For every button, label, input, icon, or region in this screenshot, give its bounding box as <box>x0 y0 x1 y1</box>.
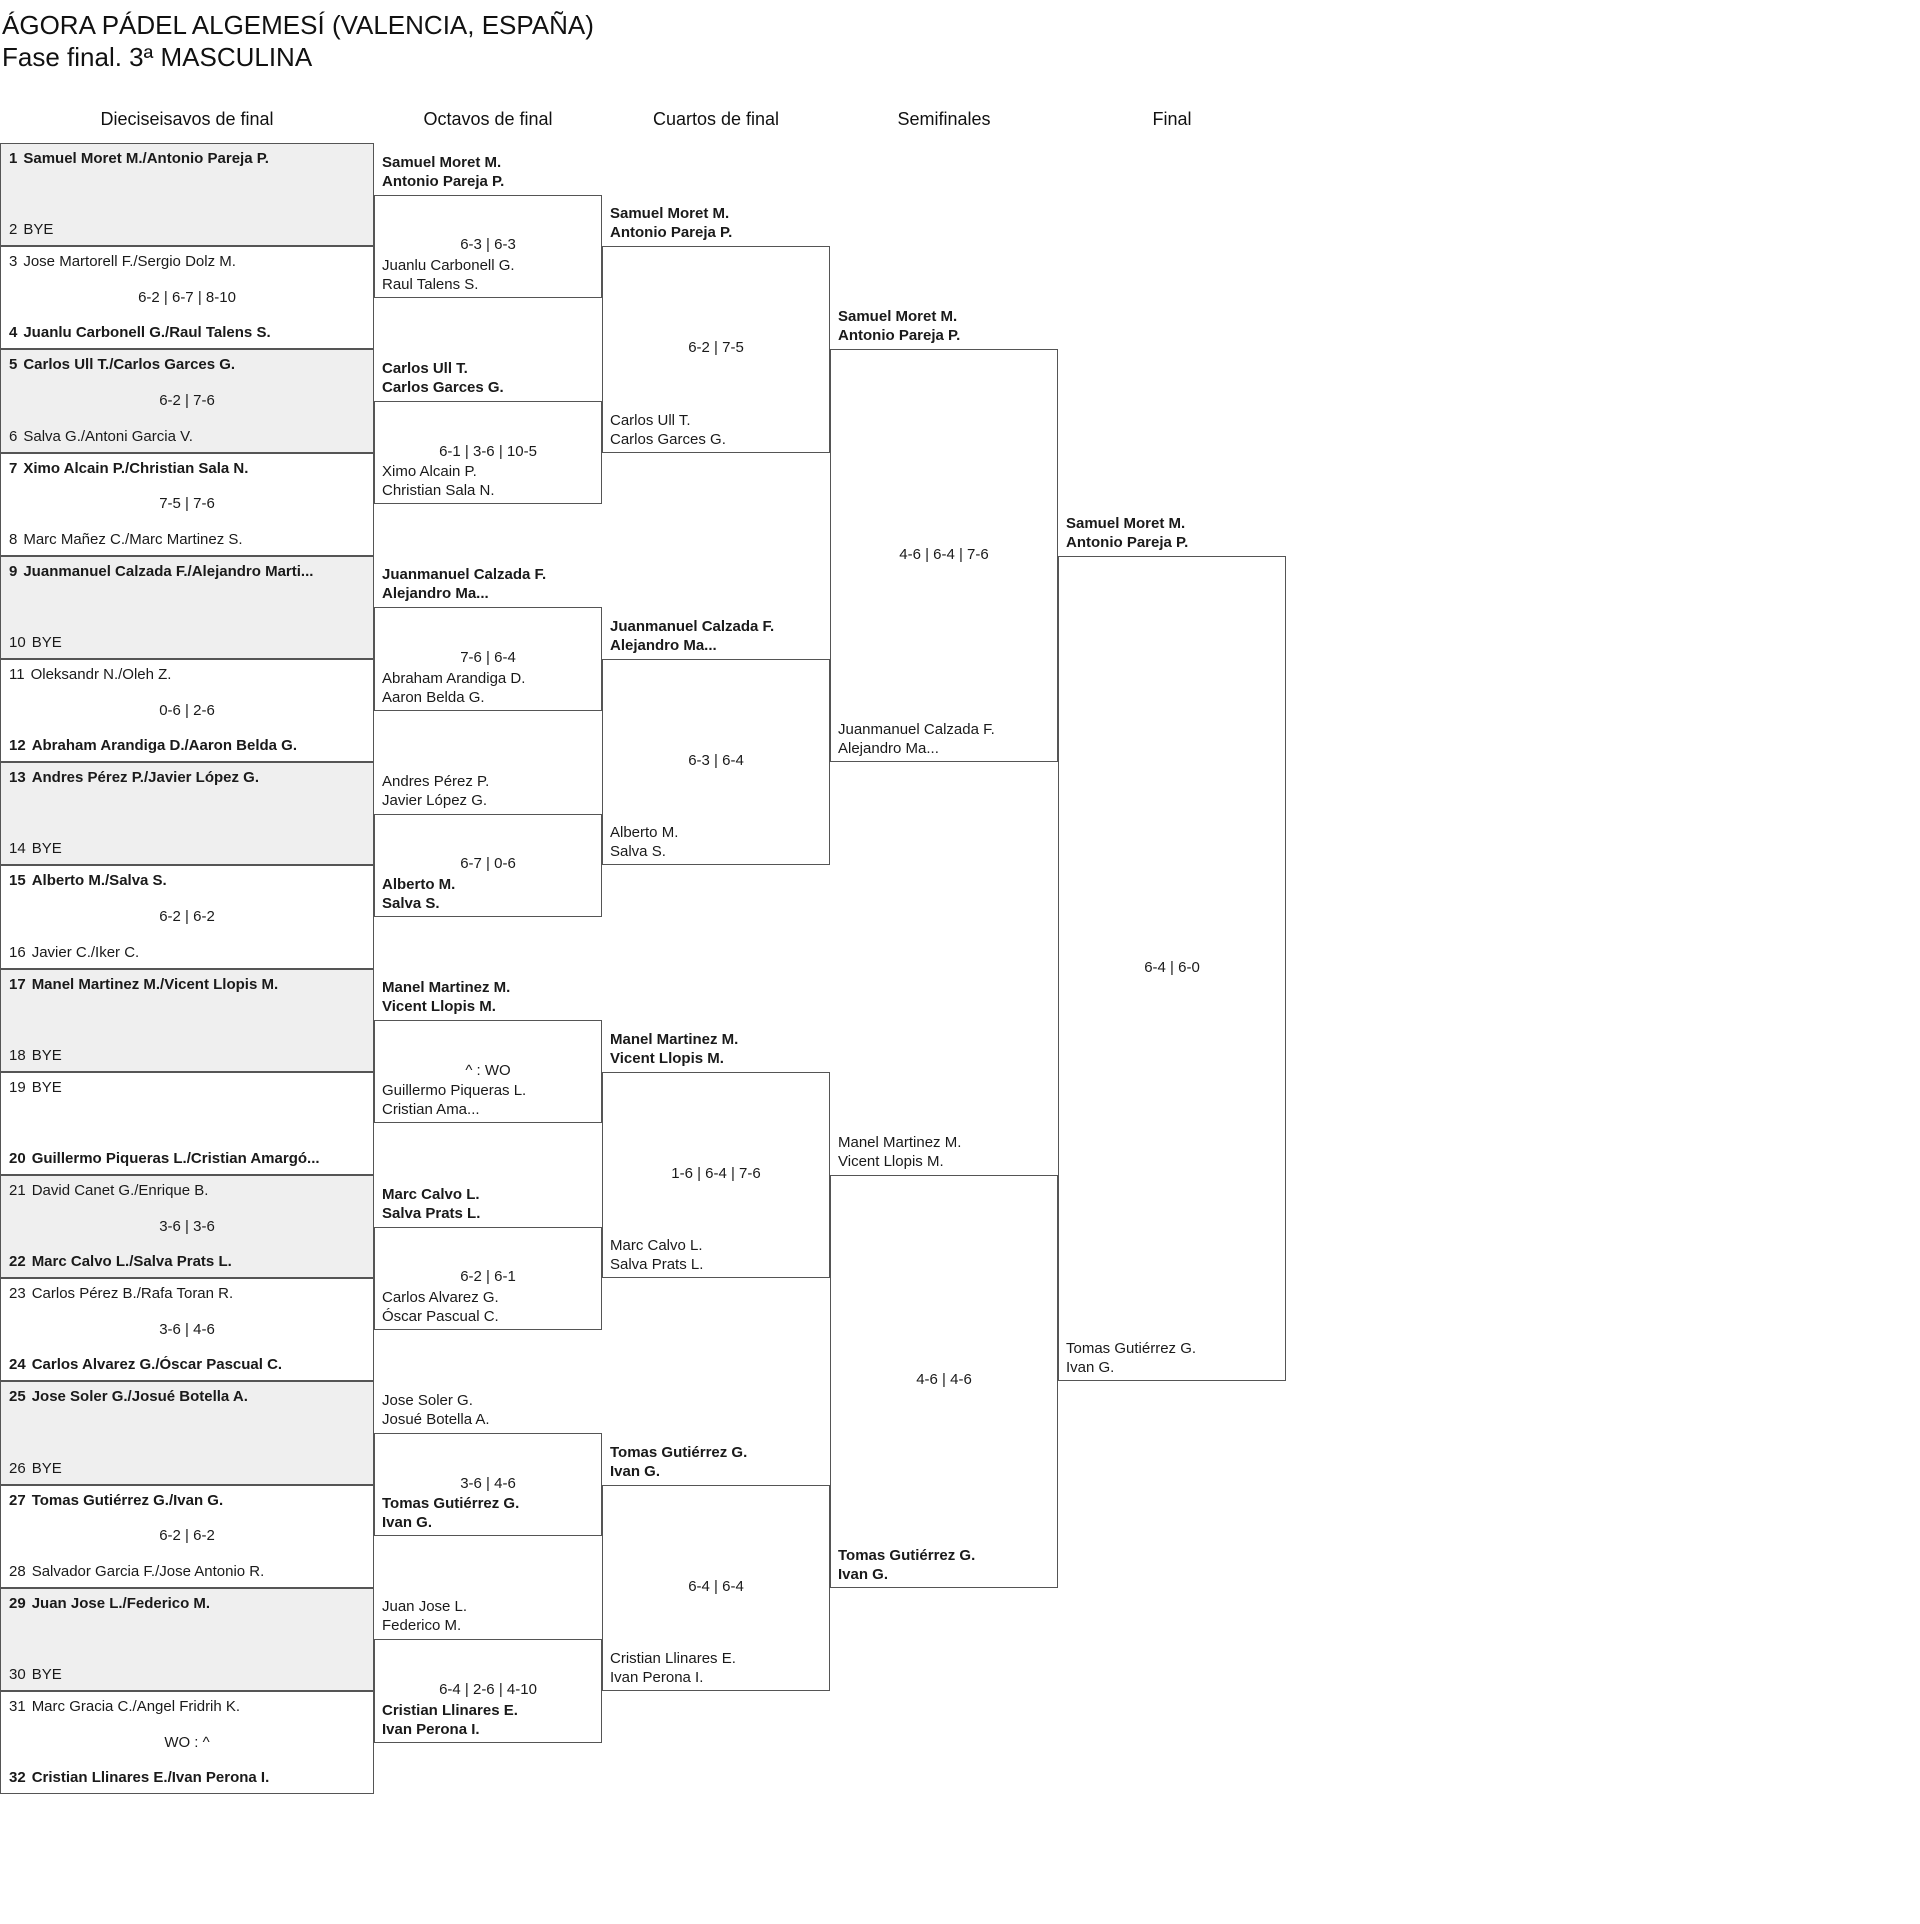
player-name: Cristian Llinares E. <box>382 1701 518 1719</box>
match-score: 6-4 | 6-0 <box>1144 958 1200 976</box>
entry-b <box>9 840 369 857</box>
seed-number: 5 <box>9 356 18 374</box>
entry-a <box>9 253 369 270</box>
player-name: Carlos Alvarez G. <box>382 1288 499 1306</box>
team-name: Ximo Alcain P./Christian Sala N. <box>23 459 249 477</box>
player-name: Alejandro Ma... <box>610 637 717 654</box>
entry-b <box>9 1666 369 1683</box>
entry-b <box>9 1769 369 1786</box>
team-name: Juanmanuel Calzada F./Alejandro Marti... <box>23 562 314 580</box>
round-header-r3: Cuartos de final <box>652 109 780 129</box>
match-score: 3-6 | 4-6 <box>460 1474 516 1492</box>
seed-number: 19 <box>9 1078 26 1096</box>
team-name: Marc Calvo L./Salva Prats L. <box>31 1253 232 1271</box>
match-score: 7-6 | 6-4 <box>460 649 516 666</box>
entry-a <box>9 460 369 477</box>
match-box <box>0 1691 374 1794</box>
seed-number: 24 <box>9 1356 26 1374</box>
player-name: Javier López G. <box>382 791 488 809</box>
match-score: 6-2 | 6-2 <box>159 907 215 925</box>
team-name: Samuel Moret M./Antonio Pareja P. <box>23 150 269 167</box>
player-name: Antonio Pareja P. <box>838 327 961 345</box>
match-score: 7-5 | 7-6 <box>159 495 215 513</box>
player-name: Ivan Perona I. <box>610 1669 704 1686</box>
player-name: Alejandro Ma... <box>382 585 489 603</box>
player-name: Tomas Gutiérrez G. <box>838 1546 976 1564</box>
match-score: 6-2 | 6-7 | 8-10 <box>138 288 236 306</box>
seed-number: 18 <box>9 1046 26 1064</box>
entry-b <box>9 1047 369 1064</box>
match-score: 4-6 | 6-4 | 7-6 <box>899 545 989 563</box>
entry-b <box>9 944 369 961</box>
round-header-r1: Dieciseisavos de final <box>100 109 274 129</box>
team-entry-b <box>838 720 995 758</box>
seed-number: 11 <box>9 666 25 683</box>
entry-b <box>9 324 369 341</box>
player-name: Alberto M. <box>382 876 456 893</box>
match-box <box>0 865 374 968</box>
team-name: BYE <box>31 1459 62 1477</box>
entry-a <box>9 1285 369 1302</box>
team-name: Tomas Gutiérrez G./Ivan G. <box>31 1491 224 1509</box>
player-name: Vicent Llopis M. <box>838 1153 944 1170</box>
player-name: Carlos Ull T. <box>610 411 691 429</box>
match-score: 4-6 | 4-6 <box>916 1371 972 1389</box>
seed-number: 27 <box>9 1491 26 1509</box>
team-name: Marc Gracia C./Angel Fridrih K. <box>31 1698 241 1715</box>
entry-b <box>9 1460 369 1477</box>
match-box <box>0 1588 374 1691</box>
entry-b <box>9 1563 369 1580</box>
match-score: 6-2 | 7-6 <box>159 391 215 409</box>
player-name: Marc Calvo L. <box>382 1185 480 1203</box>
player-name: Samuel Moret M. <box>838 308 958 326</box>
team-name: Carlos Pérez B./Rafa Toran R. <box>31 1285 234 1303</box>
player-name: Juan Jose L. <box>382 1598 468 1616</box>
seed-number: 13 <box>9 769 26 787</box>
seed-number: 16 <box>9 943 26 961</box>
round-header-r4: Semifinales <box>897 109 991 129</box>
seed-number: 23 <box>9 1285 26 1303</box>
entry-a <box>9 1698 369 1715</box>
team-name: BYE <box>31 1665 62 1683</box>
seed-number: 6 <box>9 427 18 445</box>
round-header-r2: Octavos de final <box>423 109 553 129</box>
seed-number: 31 <box>9 1698 26 1715</box>
player-name: Ximo Alcain P. <box>382 463 477 481</box>
team-name: BYE <box>31 1078 62 1096</box>
entry-a <box>9 976 369 993</box>
team-entry-a <box>382 359 504 397</box>
seed-number: 10 <box>9 633 26 651</box>
player-name: Guillermo Piqueras L. <box>382 1082 527 1100</box>
entry-a <box>9 563 369 580</box>
player-name: Ivan G. <box>610 1462 661 1480</box>
team-name: Carlos Alvarez G./Óscar Pascual C. <box>31 1356 283 1374</box>
player-name: Ivan G. <box>1066 1359 1115 1377</box>
player-name: Salva S. <box>382 895 440 912</box>
team-entry-a <box>382 1391 490 1429</box>
player-name: Juanmanuel Calzada F. <box>610 618 775 635</box>
page-title: ÁGORA PÁDEL ALGEMESÍ (VALENCIA, ESPAÑA) <box>2 10 594 40</box>
team-name: David Canet G./Enrique B. <box>31 1182 209 1199</box>
entry-a <box>9 1388 369 1405</box>
player-name: Abraham Arandiga D. <box>382 669 526 687</box>
team-entry-a <box>610 1443 747 1481</box>
seed-number: 8 <box>9 530 18 548</box>
player-name: Ivan G. <box>838 1565 889 1583</box>
seed-number: 29 <box>9 1594 26 1612</box>
player-name: Antonio Pareja P. <box>382 172 505 190</box>
player-name: Manel Martinez M. <box>610 1030 739 1048</box>
player-name: Ivan G. <box>382 1514 433 1532</box>
player-name: Tomas Gutiérrez G. <box>382 1495 520 1513</box>
player-name: Andres Pérez P. <box>382 772 490 790</box>
team-name: Guillermo Piqueras L./Cristian Amargó... <box>31 1149 320 1167</box>
team-entry-b <box>382 256 515 294</box>
player-name: Vicent Llopis M. <box>382 998 496 1016</box>
player-name: Antonio Pareja P. <box>610 224 733 242</box>
seed-number: 7 <box>9 459 18 477</box>
match-box <box>0 349 374 452</box>
page-subtitle: Fase final. 3ª MASCULINA <box>2 42 313 72</box>
team-name: Alberto M./Salva S. <box>31 872 167 890</box>
player-name: Manel Martinez M. <box>838 1134 962 1151</box>
match-score: 3-6 | 3-6 <box>159 1217 215 1235</box>
player-name: Juanmanuel Calzada F. <box>838 721 995 739</box>
match-box <box>0 1278 374 1381</box>
player-name: Christian Sala N. <box>382 482 495 500</box>
entry-a <box>9 769 369 786</box>
team-name: Manel Martinez M./Vicent Llopis M. <box>31 975 279 993</box>
seed-number: 9 <box>9 562 18 580</box>
team-entry-b <box>382 1081 526 1119</box>
team-entry-a <box>838 1133 961 1171</box>
entry-b <box>9 737 369 754</box>
seed-number: 22 <box>9 1253 26 1271</box>
player-name: Jose Soler G. <box>382 1392 473 1409</box>
team-entry-b <box>382 1494 519 1532</box>
team-entry-a <box>382 153 504 191</box>
team-entry-a <box>382 565 546 603</box>
entry-b <box>9 428 369 445</box>
player-name: Josué Botella A. <box>382 1411 490 1428</box>
match-score: 6-1 | 3-6 | 10-5 <box>439 442 537 460</box>
player-name: Carlos Garces G. <box>382 379 504 396</box>
team-name: BYE <box>23 221 54 239</box>
entry-b <box>9 634 369 651</box>
player-name: Óscar Pascual C. <box>382 1307 499 1325</box>
match-score: 6-2 | 7-5 <box>688 339 744 357</box>
player-name: Salva S. <box>610 843 666 861</box>
match-box <box>0 969 374 1072</box>
seed-number: 21 <box>9 1182 26 1199</box>
entry-a <box>9 1182 369 1199</box>
match-score: 6-4 | 2-6 | 4-10 <box>439 1681 537 1698</box>
match-box <box>0 1485 374 1588</box>
seed-number: 25 <box>9 1388 26 1406</box>
team-entry-b <box>610 411 726 449</box>
player-name: Cristian Ama... <box>382 1101 480 1119</box>
team-name: Juan Jose L./Federico M. <box>31 1594 211 1612</box>
match-box <box>0 762 374 865</box>
seed-number: 4 <box>9 324 18 342</box>
match-box <box>0 1381 374 1484</box>
match-score: 6-3 | 6-4 <box>688 752 744 770</box>
match-box <box>0 1072 374 1175</box>
player-name: Federico M. <box>382 1617 462 1635</box>
team-entry-b <box>382 1701 518 1739</box>
team-entry-a <box>610 204 732 242</box>
team-name: Marc Mañez C./Marc Martinez S. <box>23 530 243 548</box>
team-entry-b <box>382 669 525 707</box>
team-name: BYE <box>31 633 62 651</box>
team-name: Salvador Garcia F./Jose Antonio R. <box>31 1562 265 1580</box>
team-entry-b <box>610 1649 736 1687</box>
team-name: Salva G./Antoni Garcia V. <box>23 427 193 445</box>
entry-b <box>9 1253 369 1270</box>
team-name: Jose Soler G./Josué Botella A. <box>31 1388 248 1406</box>
player-name: Marc Calvo L. <box>610 1237 703 1255</box>
entry-b <box>9 1356 369 1373</box>
seed-number: 3 <box>9 253 18 271</box>
entry-b <box>9 221 369 238</box>
player-name: Raul Talens S. <box>382 275 479 293</box>
match-score: 6-4 | 6-4 <box>688 1577 744 1595</box>
player-name: Alberto M. <box>610 824 679 842</box>
team-entry-a <box>382 978 510 1016</box>
entry-a <box>9 872 369 889</box>
entry-b <box>9 531 369 548</box>
player-name: Carlos Ull T. <box>382 360 468 377</box>
player-name: Cristian Llinares E. <box>610 1650 736 1667</box>
team-entry-a <box>610 1030 738 1068</box>
seed-number: 15 <box>9 872 26 890</box>
seed-number: 17 <box>9 975 26 993</box>
match-score: 1-6 | 6-4 | 7-6 <box>671 1165 761 1182</box>
team-name: Jose Martorell F./Sergio Dolz M. <box>23 253 236 271</box>
team-entry-b <box>838 1546 975 1584</box>
entry-b <box>9 1150 369 1167</box>
match-score: 6-3 | 6-3 <box>460 236 516 254</box>
team-name: Andres Pérez P./Javier López G. <box>31 769 260 787</box>
team-name: Abraham Arandiga D./Aaron Belda G. <box>31 737 298 755</box>
seed-number: 32 <box>9 1769 26 1787</box>
match-score: 3-6 | 4-6 <box>159 1320 215 1338</box>
team-entry-b <box>382 1288 499 1326</box>
seed-number: 28 <box>9 1562 26 1580</box>
match-score: 0-6 | 2-6 <box>159 701 215 719</box>
entry-a <box>9 666 369 683</box>
player-name: Antonio Pareja P. <box>1066 533 1189 551</box>
seed-number: 14 <box>9 840 26 858</box>
team-name: Oleksandr N./Oleh Z. <box>30 666 172 683</box>
seed-number: 20 <box>9 1149 26 1167</box>
player-name: Vicent Llopis M. <box>610 1049 724 1067</box>
seed-number: 30 <box>9 1665 26 1683</box>
team-entry-a <box>610 617 774 655</box>
team-name: Javier C./Iker C. <box>31 943 140 961</box>
match-score: 6-2 | 6-1 <box>460 1268 516 1286</box>
team-entry-a <box>838 307 960 345</box>
match-score: WO : ^ <box>164 1733 210 1751</box>
player-name: Salva Prats L. <box>610 1256 704 1274</box>
team-name: Carlos Ull T./Carlos Garces G. <box>23 356 236 374</box>
match-score: 6-2 | 6-2 <box>159 1527 215 1545</box>
team-name: Juanlu Carbonell G./Raul Talens S. <box>23 324 271 342</box>
team-name: BYE <box>31 840 62 858</box>
team-name: Cristian Llinares E./Ivan Perona I. <box>31 1769 270 1787</box>
team-entry-b <box>382 875 455 913</box>
seed-number: 12 <box>9 737 26 755</box>
match-score: 6-7 | 0-6 <box>460 855 516 873</box>
entry-a <box>9 150 369 167</box>
entry-a <box>9 1492 369 1509</box>
entry-a <box>9 356 369 373</box>
player-name: Samuel Moret M. <box>382 153 502 171</box>
team-entry-a <box>382 1597 467 1635</box>
team-entry-a <box>382 1185 480 1223</box>
entry-a <box>9 1595 369 1612</box>
team-entry-a <box>382 772 489 810</box>
round-header-r5: Final <box>1152 109 1192 129</box>
team-name: BYE <box>31 1046 62 1064</box>
player-name: Samuel Moret M. <box>1066 514 1186 532</box>
seed-number: 1 <box>9 150 18 167</box>
team-entry-b <box>382 462 495 500</box>
seed-number: 2 <box>9 221 18 239</box>
match-box <box>0 143 374 246</box>
team-entry-b <box>1066 1339 1196 1377</box>
player-name: Carlos Garces G. <box>610 430 726 448</box>
team-entry-b <box>610 1236 703 1274</box>
match-score: ^ : WO <box>465 1061 511 1079</box>
player-name: Tomas Gutiérrez G. <box>610 1443 748 1461</box>
entry-a <box>9 1079 369 1096</box>
match-box <box>0 659 374 762</box>
team-entry-b <box>610 823 678 861</box>
match-box <box>0 1175 374 1278</box>
player-name: Alejandro Ma... <box>838 740 939 758</box>
player-name: Samuel Moret M. <box>610 205 730 223</box>
player-name: Aaron Belda G. <box>382 688 485 706</box>
team-entry-a <box>1066 514 1188 552</box>
match-box <box>0 246 374 349</box>
player-name: Manel Martinez M. <box>382 979 511 997</box>
player-name: Juanlu Carbonell G. <box>382 256 515 274</box>
seed-number: 26 <box>9 1459 26 1477</box>
match-box <box>0 453 374 556</box>
player-name: Tomas Gutiérrez G. <box>1066 1340 1197 1358</box>
player-name: Juanmanuel Calzada F. <box>382 566 547 584</box>
player-name: Salva Prats L. <box>382 1204 481 1222</box>
player-name: Ivan Perona I. <box>382 1720 480 1738</box>
match-box <box>0 556 374 659</box>
